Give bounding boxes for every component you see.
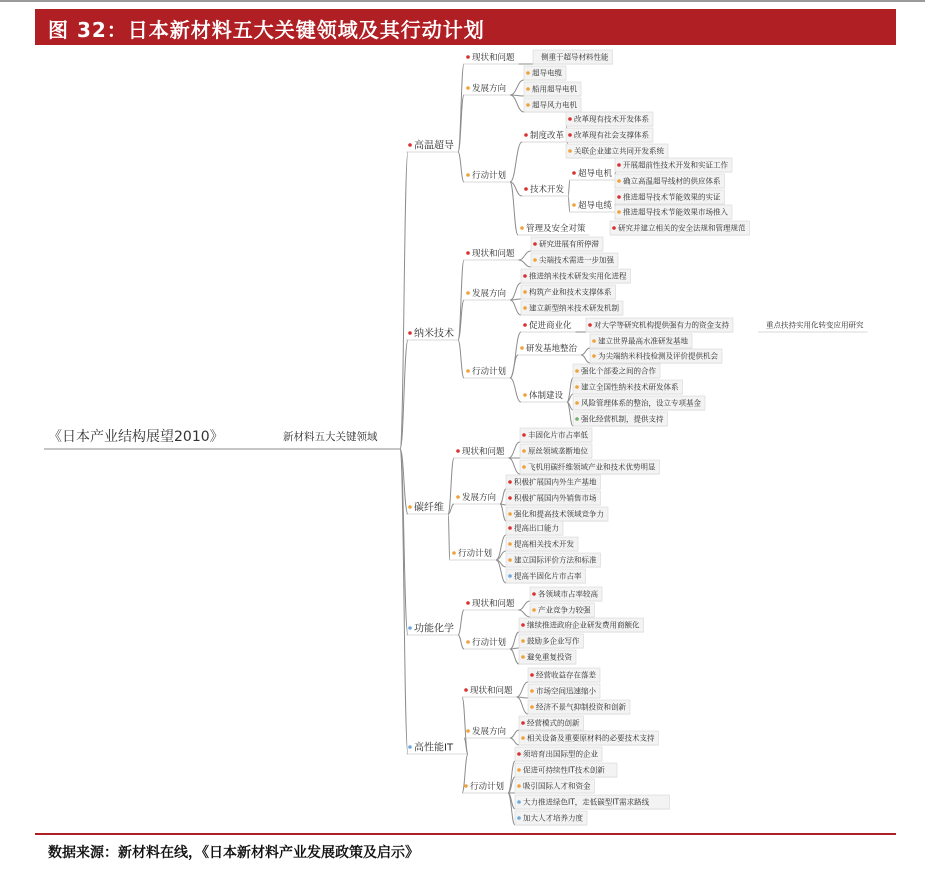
bullet-dot-icon	[452, 551, 456, 555]
branch-node: 发展方向	[472, 289, 507, 299]
domain-node: 高温超导	[414, 140, 454, 152]
bullet-dot-icon	[466, 251, 470, 255]
bullet-dot-icon	[466, 291, 470, 295]
bullet-dot-icon	[524, 187, 528, 191]
bullet-dot-icon	[526, 103, 530, 107]
leaf-node: 构筑产业和技术支撑体系	[529, 287, 612, 297]
bullet-dot-icon	[408, 626, 412, 630]
bullet-dot-icon	[521, 721, 525, 725]
bullet-dot-icon	[530, 705, 534, 709]
bullet-dot-icon	[466, 729, 470, 733]
branch-node: 发展方向	[462, 493, 497, 503]
bullet-dot-icon	[508, 512, 512, 516]
branch-node: 超导电缆	[578, 201, 613, 211]
bullet-dot-icon	[464, 784, 468, 788]
branch-node: 行动计划	[470, 782, 505, 792]
branch-node: 发展方向	[472, 84, 507, 94]
bullet-dot-icon	[526, 87, 530, 91]
bullet-dot-icon	[517, 752, 521, 756]
bullet-dot-icon	[508, 558, 512, 562]
bullet-dot-icon	[508, 526, 512, 530]
bullet-dot-icon	[466, 86, 470, 90]
leaf-node: 推进超导技术节能效果的实证	[623, 192, 721, 202]
bullet-dot-icon	[617, 210, 621, 214]
leaf-node: 建立世界最高水准研发基地	[598, 336, 688, 346]
bullet-dot-icon	[456, 449, 460, 453]
bullet-dot-icon	[533, 242, 537, 246]
bullet-dot-icon	[517, 768, 521, 772]
leaf-node: 避免重复投资	[527, 652, 572, 662]
domain-node: 功能化学	[414, 623, 454, 635]
leaf-node: 强化个部委之间的合作	[581, 366, 656, 376]
bullet-dot-icon	[572, 171, 576, 175]
leaf-node: 建立国际评价方法和标准	[514, 555, 597, 565]
leaf-node: 提高相关技术开发	[514, 539, 574, 549]
leaf-node: 相关设备及重要原材料的必要技术支持	[527, 733, 655, 743]
bullet-dot-icon	[568, 149, 572, 153]
root-label: 《日本产业结构展望2010》	[48, 429, 224, 445]
leaf-node: 建立全国性纳米技术研发体系	[581, 382, 679, 392]
bullet-dot-icon	[466, 640, 470, 644]
leaf-node: 丰固化片市占率低	[528, 430, 588, 440]
leaf-node: 对大学等研究机构提供强有力的资金支持	[594, 320, 729, 330]
bullet-dot-icon	[466, 173, 470, 177]
leaf-node: 关联企业建立共同开发系统	[574, 146, 664, 156]
branch-node: 发展方向	[472, 727, 507, 737]
leaf-node: 风险管理体系的整治，设立专项基金	[581, 398, 701, 408]
bullet-dot-icon	[466, 55, 470, 59]
bullet-dot-icon	[521, 655, 525, 659]
bullet-dot-icon	[521, 736, 525, 740]
bullet-dot-icon	[568, 117, 572, 121]
branch-node: 行动计划	[472, 367, 507, 377]
branch-node: 行动计划	[472, 171, 507, 181]
bullet-dot-icon	[532, 592, 536, 596]
leaf-node: 促进可持续性IT技术创新	[523, 765, 605, 775]
leaf-node: 侧重于超导材料性能	[541, 52, 609, 62]
bullet-dot-icon	[523, 393, 527, 397]
branch-node: 现状和问题	[462, 447, 505, 457]
bullet-dot-icon	[617, 179, 621, 183]
leaf-node: 研究进展有所停滞	[539, 239, 599, 249]
bullet-dot-icon	[592, 354, 596, 358]
leaf-node: 经营模式的创新	[527, 718, 580, 728]
bullet-dot-icon	[508, 574, 512, 578]
branch-node: 超导电机	[578, 169, 613, 179]
leaf-node: 经济不景气抑制投资和创新	[536, 702, 626, 712]
bullet-dot-icon	[523, 274, 527, 278]
leaf-node: 各领域市占率较高	[538, 589, 598, 599]
branch-node: 行动计划	[472, 638, 507, 648]
bullet-dot-icon	[517, 800, 521, 804]
bullet-dot-icon	[526, 71, 530, 75]
bullet-dot-icon	[575, 369, 579, 373]
branch-node: 制度改革	[530, 131, 565, 141]
bullet-dot-icon	[568, 133, 572, 137]
bullet-dot-icon	[464, 688, 468, 692]
leaf-node: 船用超导电机	[532, 84, 577, 94]
bullet-dot-icon	[523, 306, 527, 310]
source-note: 数据来源：新材料在线，《日本新材料产业发展政策及启示》	[48, 845, 419, 861]
leaf-node: 为尖端纳米科技检测及评价提供机会	[598, 351, 718, 361]
leaf-node: 改革现有社会支撑体系	[574, 130, 649, 140]
leaf-node: 推进超导技术节能效果市场推入	[623, 207, 728, 217]
leaf-node: 大力推进绿色IT，走低碳型IT需求路线	[523, 797, 650, 807]
leaf-node: 经营收益存在落差	[536, 670, 596, 680]
bullet-dot-icon	[508, 542, 512, 546]
figure-title: 图 32：日本新材料五大关键领域及其行动计划	[48, 18, 485, 42]
leaf-node: 积极扩展国内外销售市场	[514, 493, 597, 503]
bullet-dot-icon	[523, 290, 527, 294]
leaf-node: 研究并建立相关的安全法规和管理规范	[618, 223, 746, 233]
bullet-dot-icon	[517, 816, 521, 820]
leaf-node: 鼓励多企业写作	[527, 636, 580, 646]
leaf-node: 强化和提高技术领域竞争力	[514, 509, 604, 519]
leaf-node: 继续推进政府企业研发费用商额化	[527, 620, 640, 630]
leaf-node: 提高半固化片市占率	[514, 571, 582, 581]
bullet-dot-icon	[612, 226, 616, 230]
leaf-node: 改革现有技术开发体系	[574, 114, 649, 124]
bullet-dot-icon	[456, 495, 460, 499]
bullet-dot-icon	[617, 163, 621, 167]
bullet-dot-icon	[408, 331, 412, 335]
bullet-dot-icon	[617, 195, 621, 199]
leaf-node: 积极扩展国内外生产基地	[514, 477, 597, 487]
domain-node: 纳米技术	[414, 328, 454, 340]
bullet-dot-icon	[466, 601, 470, 605]
bullet-dot-icon	[408, 505, 412, 509]
bullet-dot-icon	[520, 346, 524, 350]
leaf-node: 重点扶持实用化转变应用研究	[766, 320, 864, 330]
branch-node: 行动计划	[458, 549, 493, 559]
branch-node: 现状和问题	[472, 53, 515, 63]
leaf-node: 须培育出国际型的企业	[523, 749, 598, 759]
leaf-node: 开展超前性技术开发和实证工作	[623, 160, 728, 170]
bullet-dot-icon	[592, 339, 596, 343]
leaf-node: 提高出口能力	[514, 523, 559, 533]
leaf-node: 确立高温超导线材的供应体系	[623, 176, 721, 186]
leaf-node: 吸引国际人才和资金	[523, 781, 591, 791]
bullet-dot-icon	[522, 449, 526, 453]
bullet-dot-icon	[524, 133, 528, 137]
domain-node: 高性能IT	[414, 742, 454, 754]
leaf-node: 超导电缆	[532, 68, 562, 78]
leaf-node: 产业竞争力较强	[538, 605, 591, 615]
leaf-node: 建立新型纳米技术研发机制	[529, 303, 619, 313]
branch-node: 促进商业化	[529, 321, 572, 331]
branch-node: 技术开发	[530, 185, 565, 195]
leaf-node: 加大人才培养力度	[523, 813, 583, 823]
branch-node: 体制建设	[529, 391, 564, 401]
leaf-node: 推进纳米技术研发实用化进程	[529, 271, 627, 281]
bullet-dot-icon	[508, 496, 512, 500]
bullet-dot-icon	[533, 258, 537, 262]
bullet-dot-icon	[522, 465, 526, 469]
leaf-node: 超导风力电机	[532, 100, 577, 110]
bottom-rule	[35, 833, 896, 835]
branch-node: 现状和问题	[470, 686, 513, 696]
bullet-dot-icon	[517, 784, 521, 788]
bullet-dot-icon	[522, 433, 526, 437]
leaf-node: 市场空间迅速缩小	[536, 686, 596, 696]
bullet-dot-icon	[575, 401, 579, 405]
bullet-dot-icon	[588, 323, 592, 327]
branch-node: 现状和问题	[472, 249, 515, 259]
bullet-dot-icon	[572, 203, 576, 207]
domain-node: 碳纤维	[414, 502, 444, 514]
branch-node: 现状和问题	[472, 599, 515, 609]
bullet-dot-icon	[520, 226, 524, 230]
bullet-dot-icon	[521, 623, 525, 627]
bullet-dot-icon	[530, 673, 534, 677]
bullet-dot-icon	[575, 417, 579, 421]
leaf-node: 强化经营机制，提供支持	[581, 414, 664, 424]
hub-label: 新材料五大关键领域	[283, 431, 378, 443]
bullet-dot-icon	[466, 369, 470, 373]
bullet-dot-icon	[521, 639, 525, 643]
branch-node: 研发基地整治	[526, 344, 578, 354]
leaf-node: 尖端技术需进一步加强	[539, 255, 614, 265]
bullet-dot-icon	[408, 143, 412, 147]
leaf-node: 飞机用碳纤维领域产业和技术优势明显	[528, 462, 656, 472]
branch-node: 管理及安全对策	[526, 224, 586, 234]
bullet-dot-icon	[575, 385, 579, 389]
leaf-node: 原丝领域垄断地位	[528, 446, 588, 456]
bullet-dot-icon	[530, 689, 534, 693]
bullet-dot-icon	[532, 608, 536, 612]
bullet-dot-icon	[508, 480, 512, 484]
bullet-dot-icon	[408, 745, 412, 749]
bullet-dot-icon	[523, 323, 527, 327]
